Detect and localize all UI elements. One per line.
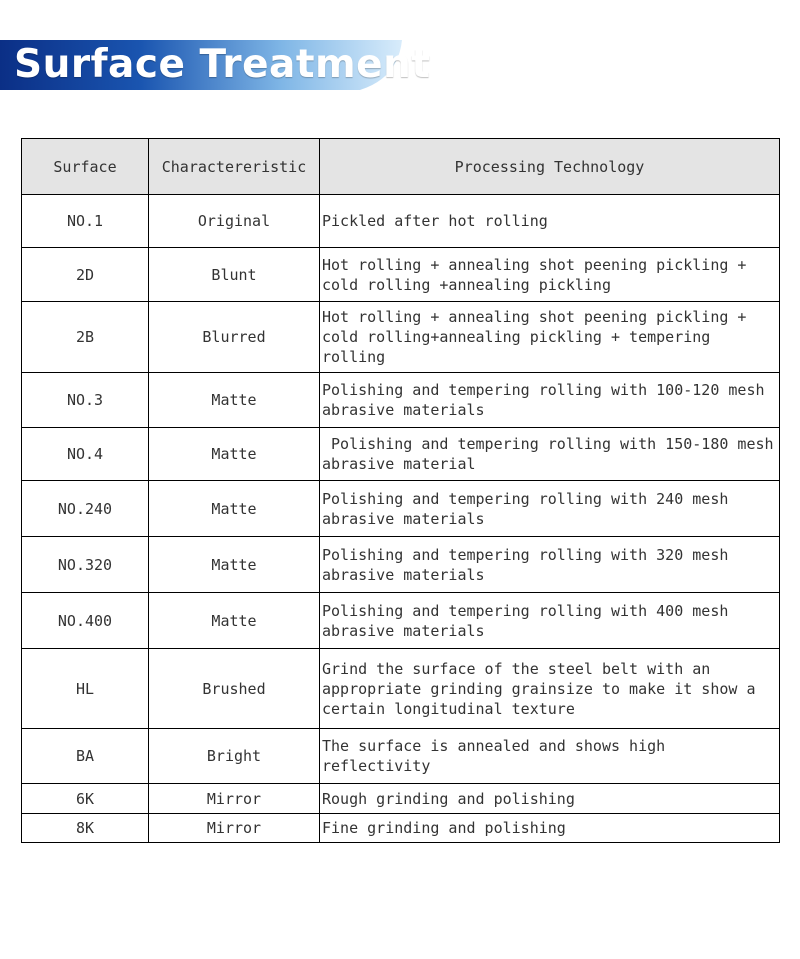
table-row <box>22 302 780 373</box>
cell-characteristic: Matte <box>149 537 320 593</box>
table-header-row <box>22 139 780 195</box>
cell-surface: BA <box>22 729 149 784</box>
cell-characteristic: Matte <box>149 593 320 649</box>
cell-process: Fine grinding and polishing <box>320 814 780 843</box>
cell-surface: NO.3 <box>22 373 149 428</box>
cell-characteristic: Blurred <box>149 302 320 373</box>
cell-surface: 2B <box>22 302 149 373</box>
cell-process: Polishing and tempering rolling with 100-120 mesh abrasive materials <box>320 373 780 428</box>
cell-process: Polishing and tempering rolling with 320 mesh abrasive materials <box>320 537 780 593</box>
table-row <box>22 729 780 784</box>
table-row <box>22 373 780 428</box>
cell-surface: NO.1 <box>22 195 149 248</box>
header-processing-technology: Processing Technology <box>320 139 780 195</box>
header-surface: Surface <box>22 139 149 195</box>
table-row <box>22 784 780 814</box>
header-characteristic: Charactereristic <box>149 139 320 195</box>
cell-process: Pickled after hot rolling <box>320 195 780 248</box>
cell-process: Hot rolling + annealing shot peening pickling + cold rolling +annealing pickling <box>320 248 780 302</box>
table-row <box>22 481 780 537</box>
cell-process: Polishing and tempering rolling with 240 mesh abrasive materials <box>320 481 780 537</box>
cell-characteristic: Original <box>149 195 320 248</box>
cell-surface: 2D <box>22 248 149 302</box>
cell-surface: NO.320 <box>22 537 149 593</box>
cell-surface: HL <box>22 649 149 729</box>
cell-process: Polishing and tempering rolling with 400 mesh abrasive materials <box>320 593 780 649</box>
cell-characteristic: Matte <box>149 428 320 481</box>
cell-characteristic: Brushed <box>149 649 320 729</box>
page-title: Surface Treatment <box>14 42 431 87</box>
cell-characteristic: Matte <box>149 481 320 537</box>
cell-characteristic: Matte <box>149 373 320 428</box>
cell-process: The surface is annealed and shows high reflectivity <box>320 729 780 784</box>
cell-characteristic: Mirror <box>149 784 320 814</box>
cell-surface: NO.400 <box>22 593 149 649</box>
cell-process: Rough grinding and polishing <box>320 784 780 814</box>
cell-surface: 8K <box>22 814 149 843</box>
surface-treatment-table <box>21 138 783 843</box>
cell-characteristic: Blunt <box>149 248 320 302</box>
table-row <box>22 649 780 729</box>
cell-process: Polishing and tempering rolling with 150-180 mesh abrasive material <box>320 428 780 481</box>
table-row <box>22 195 780 248</box>
cell-process: Hot rolling + annealing shot peening pickling + cold rolling+annealing pickling + tempering rolling <box>320 302 780 373</box>
cell-surface: 6K <box>22 784 149 814</box>
table-row <box>22 814 780 843</box>
cell-surface: NO.4 <box>22 428 149 481</box>
cell-surface: NO.240 <box>22 481 149 537</box>
table-row <box>22 248 780 302</box>
cell-characteristic: Mirror <box>149 814 320 843</box>
section-banner <box>0 38 431 94</box>
table-row <box>22 593 780 649</box>
cell-characteristic: Bright <box>149 729 320 784</box>
table-row <box>22 537 780 593</box>
cell-process: Grind the surface of the steel belt with an appropriate grinding grainsize to make it show a certain longitudinal texture <box>320 649 780 729</box>
table-row <box>22 428 780 481</box>
